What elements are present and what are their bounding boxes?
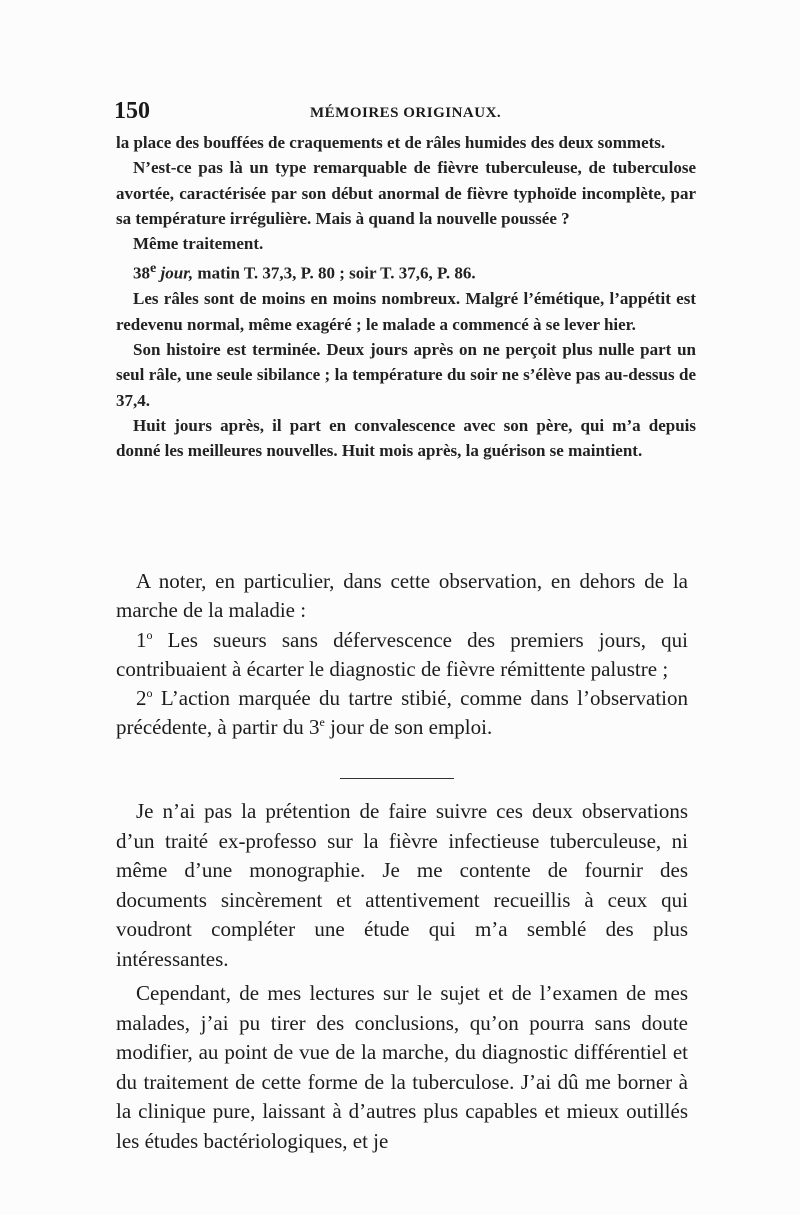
page-number: 150 xyxy=(114,98,150,124)
paragraph: Je n’ai pas la prétention de faire suivre ces deux observations d’un traité ex-professo sur la fièvre infectieuse tuberculeuse, ni même d’une monographie. Je me contente de fournir des documents sincèrement et attentivement recueillis à ceux qui voudront compléter une étude qui m’a semblé des plus intéressantes. xyxy=(116,799,688,971)
superscript: e xyxy=(319,715,325,730)
paragraph xyxy=(116,626,688,685)
list-text: L’action marquée du tartre stibié, comme dans l’observation précédente, à partir du 3 xyxy=(116,686,688,740)
paragraph: la place des bouffées de craquements et de râles humides des deux sommets. xyxy=(116,133,666,152)
day-word: jour, xyxy=(160,264,194,284)
list-text: Les sueurs sans défervescence des premiers jours, qui contribuaient à écarter le diagnostic de fièvre rémittente palustre ; xyxy=(116,627,688,681)
conclusion-text xyxy=(116,797,688,1156)
day-number: 38 xyxy=(133,264,150,284)
paragraph: Même traitement. xyxy=(133,234,264,254)
paragraph: A noter, en particulier, dans cette observation, en dehors de la marche de la maladie : xyxy=(116,569,688,623)
superscript: o xyxy=(146,627,153,642)
vitals-text: matin T. 37,3, P. 80 ; soir T. 37,6, P. 86. xyxy=(193,264,476,284)
section-divider xyxy=(340,778,454,779)
paragraph: Les râles sont de moins en moins nombreux. Malgré l’émétique, l’appétit est redevenu normal, même exagéré ; le malade a commencé à se lever hier. xyxy=(116,289,696,334)
paragraph: Huit jours après, il part en convalescence avec son père, qui m’a depuis donné les meilleures nouvelles. Huit mois après, la guérison se maintient. xyxy=(116,415,696,461)
paragraph: N’est-ce pas là un type remarquable de fièvre tuberculeuse, de tuberculose avortée, caractérisée par son début anormal de fièvre typhoïde incomplète, par sa température irrégulière. Mais à quand la nouvelle poussée ? xyxy=(116,158,696,228)
paragraph: Cependant, de mes lectures sur le sujet et de l’examen de mes malades, j’ai pu tirer des conclusions, qu’on pourra sans doute modifier, au point de vue de la marche, du diagnostic différentiel et du traitement de cette forme de la tuberculose. J’ai dû me borner à la clinique pure, laissant à d’autres plus capables et mieux outillés les études bactériologiques, et je xyxy=(116,981,688,1153)
observation-remarks xyxy=(116,567,688,743)
paragraph xyxy=(116,256,696,286)
running-title: MÉMOIRES ORIGINAUX. xyxy=(310,105,502,121)
superscript: o xyxy=(146,686,153,701)
superscript: e xyxy=(150,260,157,277)
case-notes xyxy=(116,130,696,464)
list-text: jour de son emploi. xyxy=(324,715,493,740)
paragraph: Son histoire est terminée. Deux jours après on ne perçoit plus nulle part un seul râle, une seule sibilance ; la température du soir ne s’élève pas au-dessus de 37,4. xyxy=(116,340,696,410)
paragraph xyxy=(116,684,688,743)
list-number: 1 xyxy=(136,627,147,652)
list-number: 2 xyxy=(136,686,147,711)
page-header xyxy=(100,98,690,128)
